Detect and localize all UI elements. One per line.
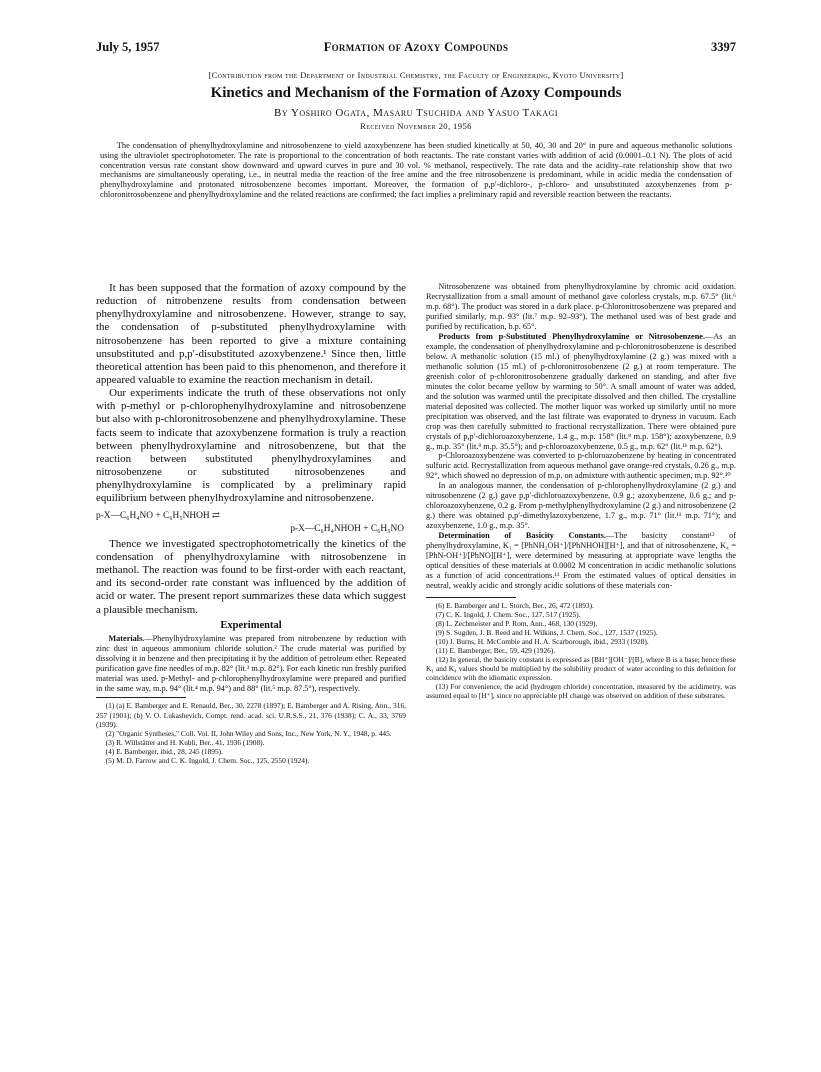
issue-date: July 5, 1957: [96, 40, 160, 54]
body-paragraph: In an analogous manner, the condensation of p-chlorophenylhydroxylamine (2 g.) and nitrosobenzene (2 g.) gave p,p′-dichloroazoxybenzene, 0.9 g.; azoxybenzene, 0.6 g.; and p-chloroazoxybenzene, 0.2 g. From p-methylphenylhydroxylamine (2 g.) and nitrosobenzene (2 g.) there was obtained p,p′-dimethylazoxybenzene, 1.7 g., m.p. 71° (lit.¹¹ m.p. 71°); and azoxybenzene, 1.0 g., m.p. 35°.: [426, 481, 736, 531]
running-title: Formation of Azoxy Compounds: [323, 40, 509, 54]
footnotes-left: [96, 701, 406, 764]
author-line: By Yoshiro Ogata, Masaru Tsuchida and Yasuo Takagi: [274, 107, 558, 119]
page-number: 3397: [711, 40, 736, 54]
intro-paragraph: Thence we investigated spectrophotometrically the kinetics of the condensation of phenylhydroxylamine with nitrosobenzene in methanol. The reaction was found to be first-order with each reactant, and its second-order rate constant was influenced by the addition of acid or water. The present report summarizes these data which suggest a plausible mechanism.: [96, 537, 406, 616]
footnote: (6) E. Bamberger and L. Storch, Ber., 26, 472 (1893).: [435, 601, 594, 611]
journal-page: [96, 40, 736, 765]
footnotes-right: [426, 601, 736, 700]
footnote: (5) M. D. Farrow and C. K. Ingold, J. Chem. Soc., 125, 2550 (1924).: [105, 755, 310, 765]
footnote: (13) For convenience, the acid (hydrogen chloride) concentration, measured by the acidimetry, was assumed equal to [H⁺], since no appreciable pH change was observed on addition of these substrates.: [426, 682, 736, 701]
introduction: [96, 282, 406, 505]
footnote: (12) In general, the basicity constant is expressed as [BH⁺][OH⁻]/[B], where B is a base; hence these K₁ and K₄ values should be multiplied by the solubility product of water according to this definition for coincidence with the idiomatic expression.: [426, 655, 736, 683]
footnote: (2) "Organic Syntheses," Coll. Vol. II, John Wiley and Sons, Inc., New York, N. Y., 1948, p. 445.: [105, 728, 392, 738]
left-column: [96, 282, 406, 765]
experimental-heading: Experimental: [220, 619, 282, 631]
experimental-continued: [426, 282, 736, 591]
materials-paragraph: [96, 634, 406, 694]
contribution-line: [Contribution from the Department of Industrial Chemistry, the Faculty of Engineering, Kyoto University]: [208, 70, 624, 80]
right-column: [426, 282, 736, 700]
products-label: Products from p-Substituted Phenylhydroxylamine or Nitrosobenzene.: [438, 331, 706, 341]
equilibrium-equation: [96, 510, 406, 534]
body-columns: [96, 282, 736, 1072]
body-paragraph: Nitrosobenzene was obtained from phenylhydroxylamine by chromic acid oxidation. Recrystallization from a small amount of methanol gave colorless crystals, m.p. 67.5° (lit.⁶ m.p. 68°). The product was stored in a dark place. p-Chloronitrosobenzene was prepared and purified similarly, m.p. 93° (lit.⁷ m.p. 92–93°). The methanol used was of best grade and purified by rectification, b.p. 65°.: [426, 282, 736, 331]
products-paragraph: [426, 332, 736, 452]
footnote: (9) S. Sugden, J. B. Reed and H. Wilkins, J. Chem. Soc., 127, 1537 (1925).: [435, 628, 658, 638]
materials-section: [96, 634, 406, 694]
footnote: (1) (a) E. Bamberger and E. Renauld, Ber., 30, 2278 (1897); E. Bamberger and A. Rising, Ann., 316, 257 (1901); (b) V. O. Lukashevich, Compt. rend. acad. sci. U.R.S.S., 21, 376 (1938); C. A., 33, 3769 (1939).: [96, 701, 406, 729]
introduction-continued: [96, 538, 406, 617]
materials-text: —Phenylhydroxylamine was prepared from nitrobenzene by reduction with zinc dust in aqueous ammonium chloride solution.² The crude material was purified by dissolving it in benzene and then precipitating it by the addition of petroleum ether. Repeated purification gave fine needles of m.p. 82° (lit.³ m.p. 82°). For each kinetic run freshly purified material was used. p-Methyl- and p-chlorophenylhydroxylamine were prepared and purified in the same way, m.p. 94° (lit.⁴ m.p. 94°) and 88° (lit.⁵ m.p. 87.5°), respectively.: [96, 633, 406, 693]
intro-paragraph: Our experiments indicate the truth of these observations not only with p-methyl or p-chlorophenylhydroxylamine and nitrosobenzene but also with p-chloronitrosobenzene and phenylhydroxylamine. These facts seem to indicate that azoxybenzene formation is truly a reaction between phenylhydroxylamine and nitrosobenzene, but that the reaction between substituted phenylhydroxylamines and nitrosobenzene or substituted nitrosobenzenes and phenylhydroxylamine is complicated by a preliminary rapid equilibrium between phenylhydroxylamine and nitrosobenzene.: [96, 387, 406, 505]
footnote: (10) J. Burns, H. McCombie and H. A. Scarborough, ibid., 2933 (1928).: [435, 637, 649, 647]
paper-title: Kinetics and Mechanism of the Formation of Azoxy Compounds: [210, 85, 622, 101]
products-text: —As an example, the condensation of phenylhydroxylamine and p-chloronitrosobenzene is described below. A methanolic solution (15 ml.) of phenylhydroxylamine (2 g.) was mixed with a methanolic solution (15 ml.) of p-chloronitrosobenzene (2 g.) at room temperature. The greenish color of p-chloronitrosobenzene gradually darkened on standing, and after five minutes the color became yellow by warming to 50°. A small amount of water was added, and the solution was warmed until the precipitate dissolved and then chilled. The crystalline material deposited was collected. The mother liquor was worked up similarly until no more precipitation was observed, and the last filtrate was evaporated to dryness in vacuum. Each crop was then carefully submitted to fractional recrystallization. There were obtained pure crystals of p,p′-dichloroazoxybenzene, 1.4 g., m.p. 158° (lit.⁸ m.p. 158°); azoxybenzene, 0.9 g., m.p. 35° (lit.⁹ m.p. 35.5°); and p-chloroazoxybenzene, 0.5 g., m.p. 62° (lit.¹ᵇ m.p. 62°).: [426, 331, 736, 451]
page-header: [96, 40, 736, 60]
footnote-rule: [96, 697, 186, 698]
materials-label: Materials.: [108, 633, 145, 643]
footnote: (7) C. K. Ingold, J. Chem. Soc., 127, 517 (1925).: [435, 610, 581, 620]
footnote: (3) R. Willstätter and H. Kubli, Ber., 41, 1936 (1908).: [105, 737, 265, 747]
equation-line: p-X—C₆H₄NHOH + C₆H₅NO: [290, 523, 404, 534]
basicity-label: Determination of Basicity Constants.: [438, 531, 606, 541]
abstract: The condensation of phenylhydroxylamine and nitrosobenzene to yield azoxybenzene has been studied kinetically at 50, 40, 30 and 20° in pure and aqueous methanolic solutions using the ultraviolet spectrophotometer. The rate is proportional to the concentration of both reactants. The rate constant varies with addition of acid (0.0001–0.1 N). The plots of acid concentration versus rate constant show downward and upward curves in pure and 30 vol. % methanol, respectively. The rate data and the acidity–rate relationship show that two mechanisms are simultaneously operating, i.e., in neutral media the reaction of the free amine and the free nitrosobenzene is predominant, while in acidic media the condensation of phenylhydroxylamine and protonated nitrosobenzene becomes important. Moreover, the formation of p,p′-dichloro-, p-chloro- and unsubstituted azoxybenzenes from p-chloronitrosobenzene and phenylhydroxylamine and the related reactions are confirmed; the fact implies a preliminary rapid and reversible reaction between the reactants.: [100, 141, 732, 200]
intro-paragraph: It has been supposed that the formation of azoxy compound by the reduction of nitrobenzene results from condensation between phenylhydroxylamine and nitrosobenzene. However, strange to say, the condensation of p-substituted phenylhydroxylamine with nitrosobenzene has been reported to give a mixture containing unsubstituted and p,p′-disubstituted azoxybenzene.¹ Since then, little theoretical attention has been paid to this phenomenon, and therefore it appeared valuable to examine the reaction mechanism in detail.: [96, 282, 406, 386]
footnote: (4) E. Bamberger, ibid., 28, 245 (1895).: [105, 746, 223, 756]
footnote: (11) E. Bamberger, Ber., 59, 429 (1926).: [435, 646, 556, 656]
footnote-rule: [426, 597, 516, 598]
footnote: (8) L. Zechmeister and P. Rom, Ann., 468, 130 (1929).: [435, 619, 598, 629]
body-paragraph: p-Chloroazoxybenzene was converted to p-chloroazobenzene by heating in concentrated sulfuric acid. Recrystallization from aqueous methanol gave orange-red crystals, 0.26 g., m.p. 92°, which showed no depression of m.p. on admixture with authentic specimen, m.p. 92°.¹⁰: [426, 451, 736, 481]
received-date: Received November 20, 1956: [360, 121, 472, 131]
basicity-paragraph: [426, 531, 736, 591]
equation-line: p-X—C₆H₄NO + C₆H₅NHOH ⇄: [96, 511, 220, 522]
basicity-text: —The basicity constant¹² of phenylhydroxylamine, K₁ = [PhNH₂OH⁺]/[PhNHOH][H⁺], and that of nitrosobenzene, K₄ = [PhN-OH⁺]/[PhNO][H⁺], were determined by measuring at appropriate wave lengths the optical densities of these materials at 0.0002 M concentration in acidic methanolic solutions as a function of acid concentrations.¹³ From the estimated values of optical densities in neutral, weakly acidic and strongly acidic solutions of these materials con-: [426, 531, 736, 591]
